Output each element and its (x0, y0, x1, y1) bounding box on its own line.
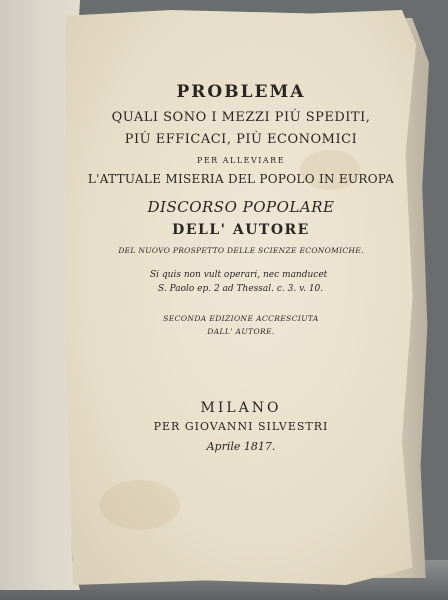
edition-line: SECONDA EDIZIONE ACCRESCIUTA (163, 314, 319, 323)
imprint-publisher: PER GIOVANNI SILVESTRI (153, 420, 329, 433)
subtitle-line: PIÙ EFFICACI, PIÙ ECONOMICI (124, 132, 358, 147)
page-title: PROBLEMA (176, 82, 306, 102)
subtitle-line: QUALI SONO I MEZZI PIÙ SPEDITI, (111, 110, 371, 125)
author-work-line: DEL NUOVO PROSPETTO DELLE SCIENZE ECONOMICHE. (118, 246, 364, 255)
edition-line: DALL' AUTORE. (207, 327, 275, 336)
imprint-date: Aprile 1817. (206, 440, 276, 453)
discourse-heading: DISCORSO POPOLARE (147, 198, 335, 216)
imprint-city: MILANO (200, 400, 282, 416)
subtitle-line: L'ATTUALE MISERIA DEL POPOLO IN EUROPA (87, 172, 395, 186)
epigraph-citation: S. Paolo ep. 2 ad Thessal. c. 3. v. 10. (158, 284, 324, 294)
subtitle-line: PER ALLEVIARE (196, 156, 286, 165)
page-stain (100, 480, 180, 530)
author-line: DELL' AUTORE (172, 222, 310, 238)
epigraph-quote: Si quis non vult operari, nec manducet (150, 270, 328, 280)
